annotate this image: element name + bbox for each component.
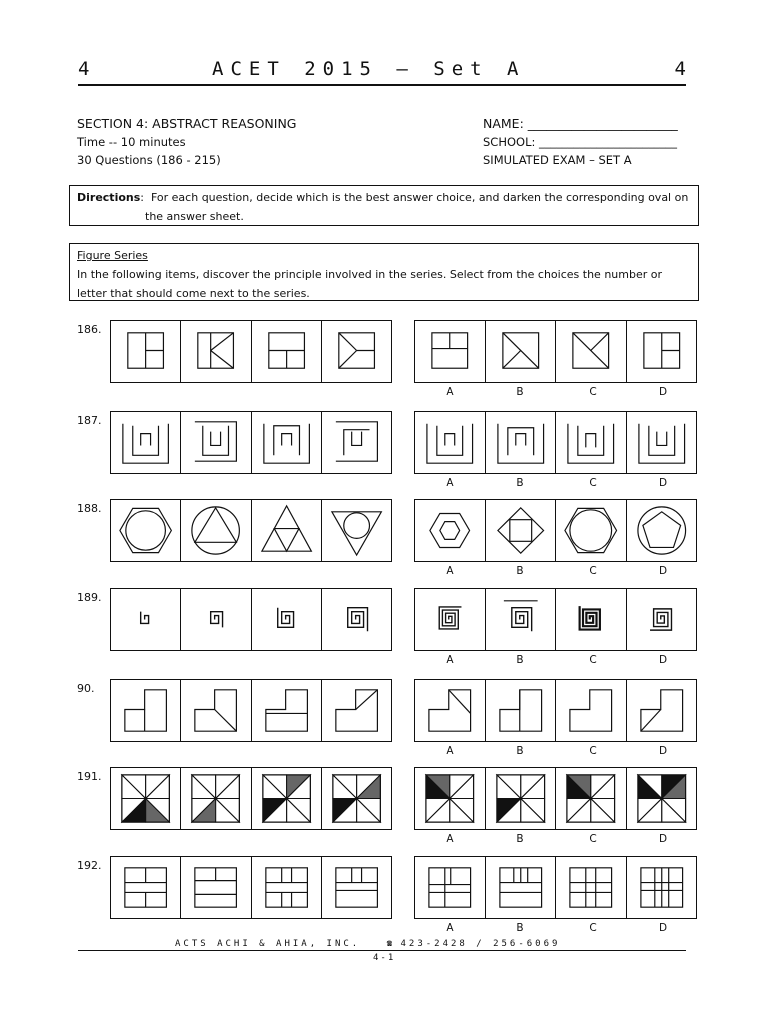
name-field: NAME: ________________________	[483, 116, 678, 131]
header-page-number-left: 4	[78, 58, 97, 80]
problem-figures	[110, 320, 392, 383]
answer-choice-c[interactable]	[556, 500, 627, 561]
section-time: Time -- 10 minutes	[77, 135, 186, 149]
student-info	[483, 115, 678, 169]
problem-figure	[252, 857, 322, 918]
answer-choice-d[interactable]	[627, 680, 697, 741]
problem-figure	[181, 412, 251, 473]
problem-figure	[111, 412, 181, 473]
problem-figure	[322, 412, 391, 473]
problem-figures	[110, 499, 392, 562]
directions-text-2: the answer sheet.	[145, 210, 244, 223]
choice-label-b: B	[516, 565, 524, 577]
footer-company-line	[175, 939, 560, 949]
question-number: 188.	[77, 502, 102, 515]
choice-label-a: A	[446, 922, 454, 934]
choice-label-c: C	[589, 565, 597, 577]
answer-choices	[414, 679, 697, 742]
problem-figures	[110, 679, 392, 742]
answer-choices	[414, 411, 697, 474]
answer-choice-b[interactable]	[486, 857, 557, 918]
choice-label-d: D	[658, 565, 668, 577]
answer-choice-a[interactable]	[415, 680, 486, 741]
answer-choice-c[interactable]	[556, 857, 627, 918]
problem-figures	[110, 767, 392, 830]
footer-phone: 423-2428 / 256-6069	[400, 939, 561, 949]
header-page-number-right: 4	[674, 58, 686, 80]
choice-label-b: B	[516, 386, 524, 398]
answer-choices	[414, 588, 697, 651]
answer-choice-b[interactable]	[486, 680, 557, 741]
problem-figure	[322, 321, 391, 382]
answer-choice-d[interactable]	[627, 768, 697, 829]
answer-choice-c[interactable]	[556, 768, 627, 829]
figure-series-text: In the following items, discover the principle involved in the series. Select from the choices the number or	[77, 268, 662, 281]
answer-choice-a[interactable]	[415, 857, 486, 918]
phone-icon: ☎	[386, 939, 393, 949]
figure-series-text-2: letter that should come next to the series.	[77, 287, 310, 300]
problem-figure	[181, 500, 251, 561]
problem-figure	[252, 321, 322, 382]
exam-label: SIMULATED EXAM – SET A	[483, 153, 632, 167]
problem-figure	[111, 321, 181, 382]
footer-page-number: 4-1	[373, 953, 396, 963]
answer-choices	[414, 856, 697, 919]
problem-figures	[110, 588, 392, 651]
problem-figure	[252, 589, 322, 650]
problem-figure	[322, 589, 391, 650]
answer-choice-c[interactable]	[556, 412, 627, 473]
choice-label-d: D	[658, 386, 668, 398]
answer-choice-d[interactable]	[627, 321, 697, 382]
question-number: 192.	[77, 859, 102, 872]
figure-series-box	[69, 243, 699, 301]
problem-figure	[181, 589, 251, 650]
choice-label-d: D	[658, 654, 668, 666]
problem-figure	[111, 768, 181, 829]
choice-label-b: B	[516, 745, 524, 757]
problem-figure	[322, 768, 391, 829]
section-title: SECTION 4: ABSTRACT REASONING	[77, 116, 297, 131]
problem-figure	[111, 857, 181, 918]
choice-label-a: A	[446, 833, 454, 845]
choice-label-a: A	[446, 654, 454, 666]
answer-choice-c[interactable]	[556, 589, 627, 650]
answer-choice-b[interactable]	[486, 321, 557, 382]
problem-figure	[181, 321, 251, 382]
answer-choices	[414, 767, 697, 830]
answer-choice-d[interactable]	[627, 589, 697, 650]
answer-choice-b[interactable]	[486, 589, 557, 650]
answer-choice-d[interactable]	[627, 500, 697, 561]
choice-label-a: A	[446, 745, 454, 757]
section-info	[77, 115, 297, 169]
choice-label-d: D	[658, 745, 668, 757]
problem-figure	[252, 500, 322, 561]
problem-figures	[110, 411, 392, 474]
answer-choices	[414, 320, 697, 383]
question-number: 191.	[77, 770, 102, 783]
question-number: 187.	[77, 414, 102, 427]
choice-label-d: D	[658, 477, 668, 489]
choice-label-b: B	[516, 654, 524, 666]
answer-choice-a[interactable]	[415, 321, 486, 382]
choice-label-d: D	[658, 833, 668, 845]
section-question-count: 30 Questions (186 - 215)	[77, 153, 221, 167]
problem-figure	[322, 680, 391, 741]
choice-label-c: C	[589, 477, 597, 489]
problem-figure	[111, 680, 181, 741]
directions-box: Directions: For each question, decide which is the best answer choice, and darken the corresponding oval on the answer sheet.	[69, 185, 699, 226]
answer-choice-a[interactable]	[415, 589, 486, 650]
problem-figure	[252, 412, 322, 473]
answer-choice-a[interactable]	[415, 768, 486, 829]
choice-label-a: A	[446, 386, 454, 398]
answer-choice-d[interactable]	[627, 857, 697, 918]
footer-company: ACTS ACHI & AHIA, INC.	[175, 939, 361, 949]
choice-label-c: C	[589, 386, 597, 398]
problem-figure	[181, 680, 251, 741]
problem-figure	[322, 857, 391, 918]
answer-choice-c[interactable]	[556, 680, 627, 741]
answer-choices	[414, 499, 697, 562]
choice-label-b: B	[516, 833, 524, 845]
choice-label-c: C	[589, 922, 597, 934]
directions-text: For each question, decide which is the best answer choice, and darken the corresponding oval on	[150, 191, 689, 204]
answer-choice-c[interactable]	[556, 321, 627, 382]
problem-figure	[181, 768, 251, 829]
choice-label-c: C	[589, 745, 597, 757]
answer-choice-b[interactable]	[486, 412, 557, 473]
question-number: 90.	[77, 682, 95, 695]
question-number: 189.	[77, 591, 102, 604]
problem-figure	[252, 768, 322, 829]
problem-figure	[111, 500, 181, 561]
choice-label-b: B	[516, 922, 524, 934]
answer-choice-a[interactable]	[415, 500, 486, 561]
page-header	[78, 58, 686, 86]
footer-rule	[78, 950, 686, 951]
choice-label-c: C	[589, 833, 597, 845]
problem-figure	[322, 500, 391, 561]
answer-choice-d[interactable]	[627, 412, 697, 473]
problem-figure	[181, 857, 251, 918]
answer-choice-a[interactable]	[415, 412, 486, 473]
choice-label-c: C	[589, 654, 597, 666]
choice-label-a: A	[446, 565, 454, 577]
choice-label-a: A	[446, 477, 454, 489]
figure-series-title: Figure Series	[77, 249, 148, 262]
choice-label-d: D	[658, 922, 668, 934]
problem-figure	[252, 680, 322, 741]
problem-figure	[111, 589, 181, 650]
answer-choice-b[interactable]	[486, 500, 557, 561]
choice-label-b: B	[516, 477, 524, 489]
school-field: SCHOOL: ________________________	[483, 135, 678, 149]
header-title: ACET 2015 – Set A	[212, 58, 526, 80]
question-number: 186.	[77, 323, 102, 336]
answer-choice-b[interactable]	[486, 768, 557, 829]
problem-figures	[110, 856, 392, 919]
directions-label: Directions	[77, 191, 141, 204]
